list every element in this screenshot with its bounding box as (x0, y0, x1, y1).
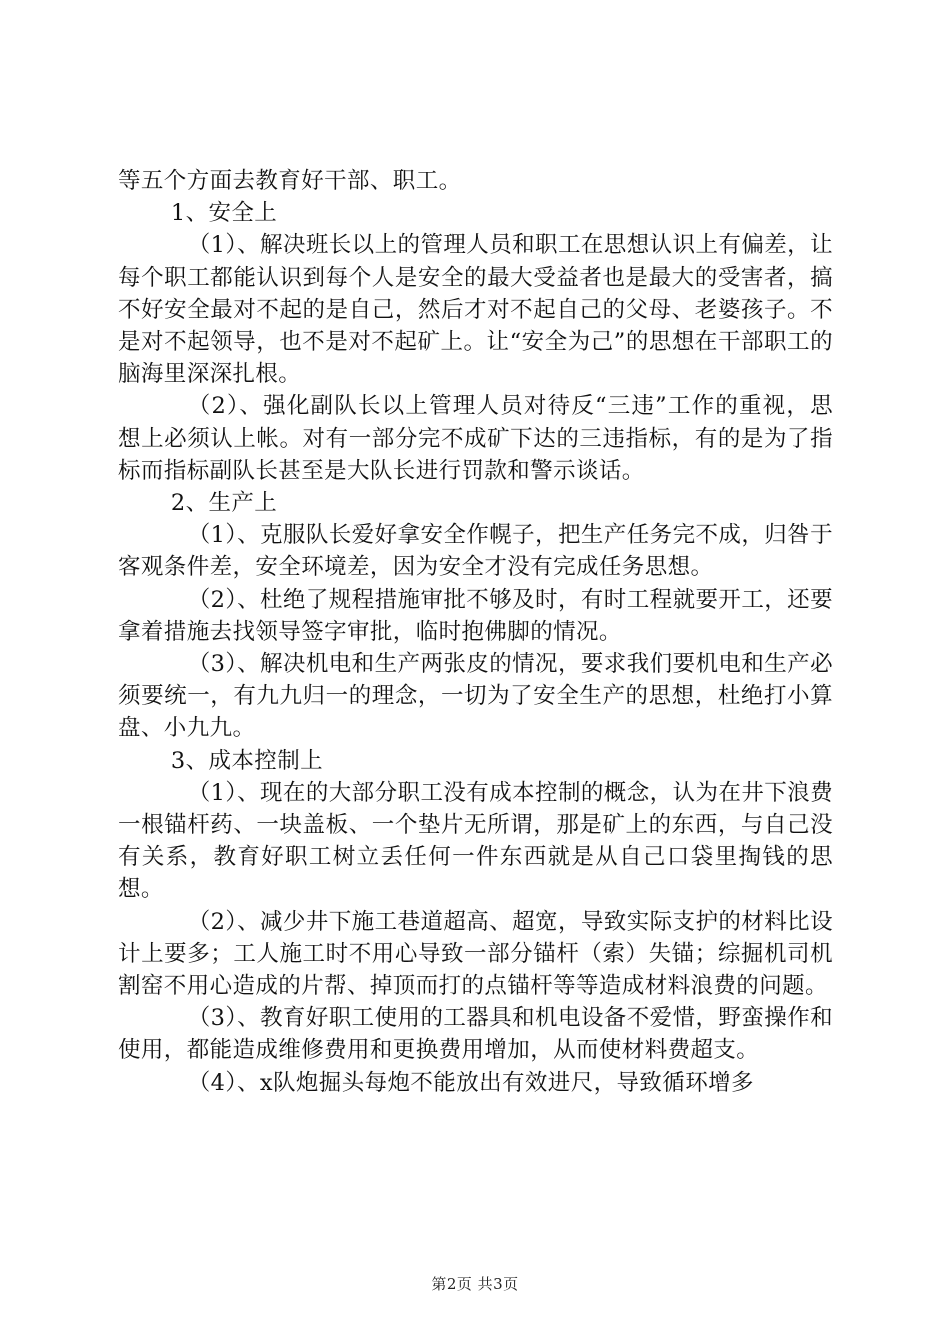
section-heading-safety: 1、安全上 (170, 200, 278, 227)
paragraph-item: （2）、减少井下施工巷道超高、超宽，导致实际支护的材料比设计上要多；工人施工时不用心导致一部分锚杆（索）失锚；综掘机司机割窑不用心造成的片帮、掉顶而打的点锚杆等等造成材料浪费的问题。 (118, 908, 833, 1000)
section-heading-cost-control: 3、成本控制上 (170, 747, 323, 774)
section-heading-production: 2、生产上 (170, 490, 278, 517)
paragraph-item: （4）、x队炮掘头每炮不能放出有效进尺，导致循环增多 (187, 1069, 754, 1096)
paragraph-item: （3）、解决机电和生产两张皮的情况，要求我们要机电和生产必须要统一，有九九归一的理念，一切为了安全生产的思想，杜绝打小算盘、小九九。 (118, 651, 833, 742)
document-body (118, 165, 833, 1099)
page-number-footer: 第2页 共3页 (431, 1275, 519, 1293)
paragraph-item: （1）、解决班长以上的管理人员和职工在思想认识上有偏差，让每个职工都能认识到每个人是安全的最大受益者也是最大的受害者，搞不好安全最对不起的是自己，然后才对不起自己的父母、老婆孩子。不是对不起领导，也不是对不起矿上。让“安全为己”的思想在干部职工的脑海里深深扎根。 (118, 232, 833, 388)
paragraph-item: （3）、教育好职工使用的工器具和机电设备不爱惜，野蛮操作和使用，都能造成维修费用和更换费用增加，从而使材料费超支。 (118, 1005, 833, 1064)
paragraph-item: （1）、现在的大部分职工没有成本控制的概念，认为在井下浪费一根锚杆药、一块盖板、一个垫片无所谓，那是矿上的东西，与自己没有关系，教育好职工树立丢任何一件东西就是从自己口袋里掏钱的思想。 (118, 779, 833, 903)
paragraph-item: （1）、克服队长爱好拿安全作幌子，把生产任务完不成，归咎于客观条件差，安全环境差，因为安全才没有完成任务思想。 (118, 522, 833, 581)
paragraph-item: （2）、杜绝了规程措施审批不够及时，有时工程就要开工，还要拿着措施去找领导签字审批，临时抱佛脚的情况。 (118, 586, 833, 645)
paragraph-item: （2）、强化副队长以上管理人员对待反“三违”工作的重视，思想上必须认上帐。对有一部分完不成矿下达的三违指标，有的是为了指标而指标副队长甚至是大队长进行罚款和警示谈话。 (118, 393, 833, 484)
paragraph-continuation: 等五个方面去教育好干部、职工。 (118, 168, 462, 194)
